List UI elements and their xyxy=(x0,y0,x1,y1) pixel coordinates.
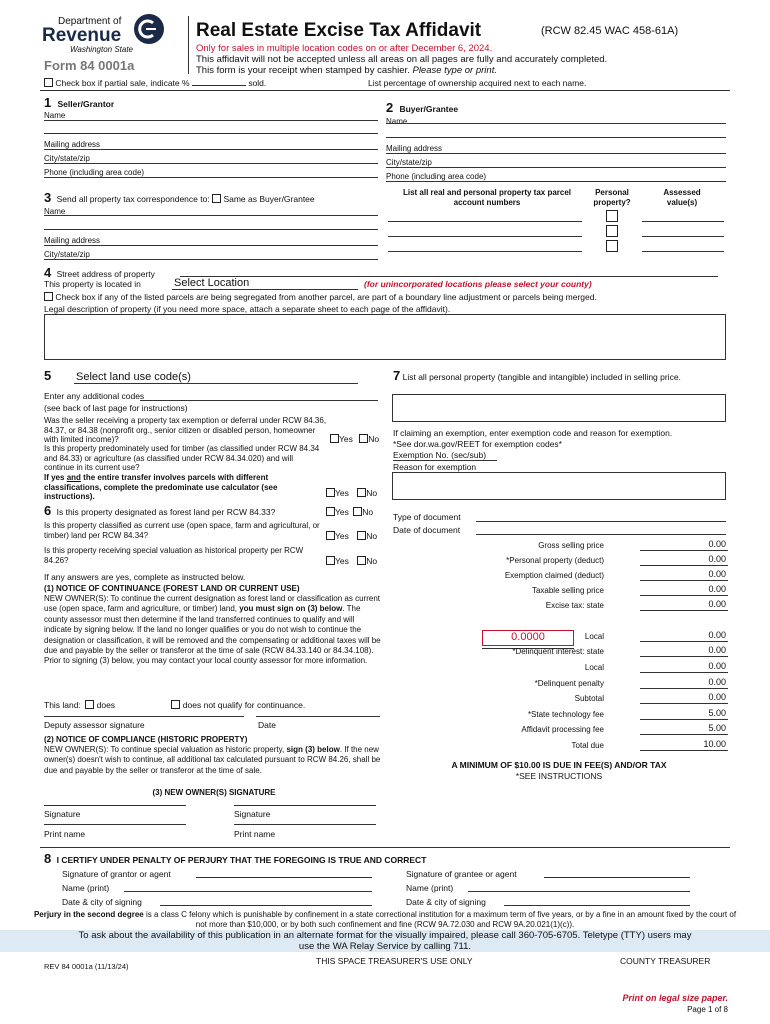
seller-phone-field[interactable] xyxy=(44,177,378,178)
seller-city-field[interactable] xyxy=(44,163,378,164)
correspondence-name-label: Name xyxy=(44,207,66,216)
fee-label-processing: Affidavit processing fee xyxy=(521,725,604,734)
fee-value-exemption[interactable]: 0.00 xyxy=(640,569,728,581)
current-use-yes-no: Yes No xyxy=(326,531,377,541)
correspondence-city-label: City/state/zip xyxy=(44,250,90,259)
assessed-value-header: Assessed value(s) xyxy=(663,188,701,207)
grantee-signature-field[interactable] xyxy=(544,877,690,878)
form-number: Form 84 0001a xyxy=(44,58,135,73)
exemption-number-field[interactable] xyxy=(393,460,497,461)
grantee-date-city-field[interactable] xyxy=(504,905,690,906)
deputy-date-label: Date xyxy=(258,720,276,730)
timber-no-checkbox[interactable] xyxy=(357,488,366,497)
parcel-col-header: List all real and personal property tax parcel account numbers xyxy=(402,188,572,207)
fee-value-processing[interactable]: 5.00 xyxy=(640,723,728,735)
buyer-city-field[interactable] xyxy=(386,167,726,168)
type-of-document-field[interactable] xyxy=(476,521,726,522)
date-of-document-field[interactable] xyxy=(476,534,726,535)
buyer-phone-label: Phone (including area code) xyxy=(386,172,487,181)
fee-label-subtotal: Subtotal xyxy=(574,694,604,703)
exemption-yes-no: Yes No xyxy=(330,434,379,444)
fee-label-local: Local xyxy=(584,632,604,641)
fee-label-gross: Gross selling price xyxy=(538,541,604,550)
exemption-yes-checkbox[interactable] xyxy=(330,434,339,443)
unincorporated-note: (for unincorporated locations please select your county) xyxy=(364,279,592,289)
new-owner-signature-field-1[interactable] xyxy=(44,805,186,806)
seller-name-field-2[interactable] xyxy=(44,133,378,134)
type-of-document-label: Type of document xyxy=(393,512,461,522)
perjury-notice: Perjury in the second degree is a class C felony which is punishable by confinement in a state correctional institution for a maximum term of five years, or by a fine in an amount fixed by the court of not more than $10,000, or by both such confinement and fine (RCW 9A.72.030 and RCW 9A.20.021(1)(c)). xyxy=(33,910,737,929)
section3-heading: 3 Send all property tax correspondence to: Same as Buyer/Grantee xyxy=(44,190,315,205)
form-title: Real Estate Excise Tax Affidavit xyxy=(196,20,482,41)
segregated-row: Check box if any of the listed parcels are being segregated from another parcel, are part of a boundary line adjustment or parcels being merged. xyxy=(44,292,597,302)
seller-city-label: City/state/zip xyxy=(44,154,90,163)
parcel-number-field[interactable] xyxy=(388,251,582,252)
alternate-format-band xyxy=(0,930,770,952)
minimum-fee-note: A MINIMUM OF $10.00 IS DUE IN FEE(S) AND/OR TAX xyxy=(451,760,667,770)
signature-label-2: Signature xyxy=(234,809,271,819)
subtitle-red: Only for sales in multiple location codes on or after December 6, 2024. xyxy=(196,43,493,54)
legal-description-label: Legal description of property (if you need more space, attach a separate sheet to each page of the affidavit). xyxy=(44,304,451,314)
section7-heading: 7 List all personal property (tangible and intangible) included in selling price. xyxy=(393,368,681,383)
predominate-use-note: If yes and the entire transfer involves parcels with different classifications, complete the predominate use calculator (see instructions). xyxy=(44,473,278,501)
new-owner-signature-field-2[interactable] xyxy=(234,805,376,806)
does-qualify-checkbox[interactable] xyxy=(85,700,94,709)
dept-line1: Department of xyxy=(58,16,122,27)
see-back-note: (see back of last page for instructions) xyxy=(44,403,188,413)
assessed-value-field[interactable] xyxy=(642,251,724,252)
fee-value-penalty[interactable]: 0.00 xyxy=(640,677,728,689)
fee-value-personal[interactable]: 0.00 xyxy=(640,554,728,566)
grantee-date-city-label: Date & city of signing xyxy=(406,897,486,907)
exemption-reason-field[interactable] xyxy=(392,472,726,500)
fee-value-excise-state[interactable]: 0.00 xyxy=(640,599,728,611)
fee-label-technology: *State technology fee xyxy=(527,710,604,719)
seller-phone-label: Phone (including area code) xyxy=(44,168,145,177)
page-number: Page 1 of 8 xyxy=(687,1005,728,1014)
personal-property-field[interactable] xyxy=(392,394,726,422)
buyer-name-field[interactable] xyxy=(386,123,726,124)
fee-value-technology[interactable]: 5.00 xyxy=(640,708,728,720)
fee-value-total[interactable]: 10.00 xyxy=(640,739,728,751)
top-rule xyxy=(40,90,730,91)
grantee-signature-label: Signature of grantee or agent xyxy=(406,869,517,879)
deputy-date-field[interactable] xyxy=(256,716,380,717)
correspondence-city-field[interactable] xyxy=(44,259,378,260)
assessed-value-field[interactable] xyxy=(642,221,724,222)
fee-label-total: Total due xyxy=(571,741,604,750)
buyer-mailing-label: Mailing address xyxy=(386,144,443,153)
personal-property-checkbox[interactable] xyxy=(606,240,618,252)
dept-line3: Washington State xyxy=(70,45,134,54)
notice-continuance-title: (1) NOTICE OF CONTINUANCE (FOREST LAND OR CURRENT USE) xyxy=(44,584,300,593)
correspondence-name-field-2[interactable] xyxy=(44,229,378,230)
new-owner-print-field-2[interactable] xyxy=(234,824,376,825)
local-rate-box[interactable]: 0.0000 xyxy=(482,630,574,646)
buyer-phone-field[interactable] xyxy=(386,181,726,182)
section6-heading: 6 Is this property designated as forest land per RCW 84.33? xyxy=(44,503,276,518)
fee-value-interest-state[interactable]: 0.00 xyxy=(640,645,728,657)
dor-logo-icon xyxy=(134,14,164,44)
fee-label-personal: *Personal property (deduct) xyxy=(506,556,604,565)
located-in-label: This property is located in xyxy=(44,279,141,289)
select-land-use-dropdown[interactable]: Select land use code(s) xyxy=(74,371,358,384)
forest-yes-checkbox[interactable] xyxy=(326,507,335,516)
seller-mailing-field[interactable] xyxy=(44,149,378,150)
historic-no-checkbox[interactable] xyxy=(357,556,366,565)
note-receipt: This form is your receipt when stamped by cashier. Please type or print. xyxy=(196,65,497,76)
segregated-checkbox[interactable] xyxy=(44,292,53,301)
dept-line2: Revenue xyxy=(42,25,122,46)
additional-codes-field[interactable] xyxy=(140,400,378,401)
print-name-label-1: Print name xyxy=(44,829,86,839)
grantor-name-field[interactable] xyxy=(124,891,372,892)
additional-codes-label: Enter any additional codes xyxy=(44,391,145,401)
grantee-name-field[interactable] xyxy=(468,891,690,892)
section8-heading: 8 I CERTIFY UNDER PENALTY OF PERJURY THAT THE FOREGOING IS TRUE AND CORRECT xyxy=(44,851,427,866)
note-accepted: This affidavit will not be accepted unless all areas on all pages are fully and accurately completed. xyxy=(196,54,608,65)
grantor-date-city-field[interactable] xyxy=(160,905,372,906)
exemption-number-label: Exemption No. (sec/sub) xyxy=(393,450,487,460)
header-divider xyxy=(188,16,189,74)
section1-heading: 1 Seller/Grantor xyxy=(44,95,115,110)
correspondence-mailing-field[interactable] xyxy=(44,245,378,246)
timber-yes-no: Yes No xyxy=(326,488,377,498)
fee-value-taxable[interactable]: 0.00 xyxy=(640,584,728,596)
personal-property-header: Personal property? xyxy=(593,188,631,207)
new-owner-signature-title: (3) NEW OWNER(S) SIGNATURE xyxy=(152,788,276,797)
section2-heading: 2 Buyer/Grantee xyxy=(386,100,459,115)
rcw-reference: (RCW 82.45 WAC 458-61A) xyxy=(541,25,679,37)
alternate-format-text: To ask about the availability of this publication in an alternate format for the visually impaired, please call 360-705-6705. Teletype (TTY) users may use the WA Relay Service by calling 711. xyxy=(78,930,692,952)
see-instructions-note: *SEE INSTRUCTIONS xyxy=(515,771,603,781)
section4-heading: 4 Street address of property xyxy=(44,265,155,280)
parcel-number-field[interactable] xyxy=(388,221,582,222)
exemption-no-checkbox[interactable] xyxy=(359,434,368,443)
correspondence-mailing-label: Mailing address xyxy=(44,236,101,245)
same-as-buyer-checkbox[interactable] xyxy=(212,194,221,203)
exemption-question: Was the seller receiving a property tax exemption or deferral under RCW 84.36, 84.37, or 84.38 (nonprofit org., senior citizen or disabled person, homeowner with limited income)? xyxy=(44,416,327,444)
grantor-signature-label: Signature of grantor or agent xyxy=(62,869,171,879)
current-use-question: Is this property classified as current use (open space, farm and agricultural, or timber) land per RCW 84.34? xyxy=(44,521,320,540)
seller-name-label: Name xyxy=(44,111,66,120)
notice-continuance-text: NEW OWNER(S): To continue the current designation as forest land or classification as current use (open space, farm and agriculture, or timber) land, you must sign on (3) below. The county assessor must then determine if the land transferred continues to qualify and will indicate by signing below. If the land no longer qualifies or you do not wish to continue the designation or classification, it will be removed and the compensating or additional taxes will be due and payable by the seller or transferor at the time of sale (RCW 84.33.140 or 84.34.108). Prior to signing (3) below, you may contact your local county assessor for more information. xyxy=(44,594,381,666)
fee-value-local[interactable]: 0.00 xyxy=(640,630,728,642)
deputy-signature-field[interactable] xyxy=(44,716,244,717)
historic-question: Is this property receiving special valuation as historical property per RCW 84.26? xyxy=(44,546,304,565)
answers-instruction: If any answers are yes, complete as instructed below. xyxy=(44,572,246,582)
section8-rule xyxy=(40,847,730,848)
current-use-yes-checkbox[interactable] xyxy=(326,531,335,540)
notice-compliance-title: (2) NOTICE OF COMPLIANCE (HISTORIC PROPERTY) xyxy=(44,735,248,744)
personal-property-checkbox[interactable] xyxy=(606,210,618,222)
fee-label-exemption: Exemption claimed (deduct) xyxy=(504,571,604,580)
fee-value-gross[interactable]: 0.00 xyxy=(640,539,728,551)
grantor-date-city-label: Date & city of signing xyxy=(62,897,142,907)
legal-description-field[interactable] xyxy=(44,314,726,360)
current-use-no-checkbox[interactable] xyxy=(357,531,366,540)
deputy-signature-label: Deputy assessor signature xyxy=(44,720,145,730)
partial-sale: Check box if partial sale, indicate % sold. xyxy=(44,78,266,88)
fee-label-interest-local: Local xyxy=(584,663,604,672)
county-treasurer-label: COUNTY TREASURER xyxy=(620,956,711,966)
parcel-number-field[interactable] xyxy=(388,236,582,237)
forest-yes-no: Yes No xyxy=(326,507,373,517)
grantee-name-label: Name (print) xyxy=(406,883,454,893)
buyer-city-label: City/state/zip xyxy=(386,158,432,167)
correspondence-name-field[interactable] xyxy=(44,215,378,216)
exemption-reason-label: Reason for exemption xyxy=(393,462,477,472)
timber-question: Is this property predominately used for timber (as classified under RCW 84.34 and 84.33) or agriculture (as classified under RCW 84.34.020) and will continue in its current use? xyxy=(44,444,320,472)
treasurer-use-label: THIS SPACE TREASURER'S USE ONLY xyxy=(316,956,473,966)
signature-label-1: Signature xyxy=(44,809,81,819)
assessed-value-field[interactable] xyxy=(642,236,724,237)
does-not-qualify-checkbox[interactable] xyxy=(171,700,180,709)
buyer-name-field-2[interactable] xyxy=(386,137,726,138)
seller-mailing-label: Mailing address xyxy=(44,140,101,149)
timber-yes-checkbox[interactable] xyxy=(326,488,335,497)
fee-value-interest-local[interactable]: 0.00 xyxy=(640,661,728,673)
dor-logo xyxy=(42,14,182,54)
partial-sale-checkbox[interactable] xyxy=(44,78,53,87)
partial-percent-field[interactable] xyxy=(192,85,246,86)
buyer-name-label: Name xyxy=(386,117,408,126)
seller-name-field[interactable] xyxy=(44,120,378,121)
print-name-label-2: Print name xyxy=(234,829,276,839)
fee-label-excise-state: Excise tax: state xyxy=(545,601,604,610)
buyer-mailing-field[interactable] xyxy=(386,153,726,154)
notice-compliance-text: NEW OWNER(S): To continue special valuation as historic property, sign (3) below. If the new owner(s) doesn't wish to continue, all additional tax calculated pursuant to RCW 84.26, shall be due and payable by the seller or transferor at the time of sale. xyxy=(44,745,381,775)
grantor-name-label: Name (print) xyxy=(62,883,110,893)
section5-number: 5 xyxy=(44,368,52,383)
legal-size-note: Print on legal size paper. xyxy=(622,993,728,1003)
exemption-instructions: If claiming an exemption, enter exemption code and reason for exemption. *See dor.wa.gov/REET for exemption codes* xyxy=(393,428,673,449)
personal-property-checkbox[interactable] xyxy=(606,225,618,237)
grantor-signature-field[interactable] xyxy=(196,877,372,878)
new-owner-print-field-1[interactable] xyxy=(44,824,186,825)
historic-yes-checkbox[interactable] xyxy=(326,556,335,565)
ownership-note: List percentage of ownership acquired next to each name. xyxy=(368,78,587,88)
fee-label-interest-state: *Delinquent interest: state xyxy=(512,647,604,656)
historic-yes-no: Yes No xyxy=(326,556,377,566)
fee-label-taxable: Taxable selling price xyxy=(531,586,604,595)
fee-value-subtotal[interactable]: 0.00 xyxy=(640,692,728,704)
revision-number: REV 84 0001a (11/13/24) xyxy=(44,962,129,971)
fee-label-penalty: *Delinquent penalty xyxy=(534,679,604,688)
this-land-row: This land: does does not qualify for continuance. xyxy=(44,700,306,710)
date-of-document-label: Date of document xyxy=(393,525,461,535)
forest-no-checkbox[interactable] xyxy=(353,507,362,516)
select-location-dropdown[interactable]: Select Location xyxy=(172,277,358,290)
